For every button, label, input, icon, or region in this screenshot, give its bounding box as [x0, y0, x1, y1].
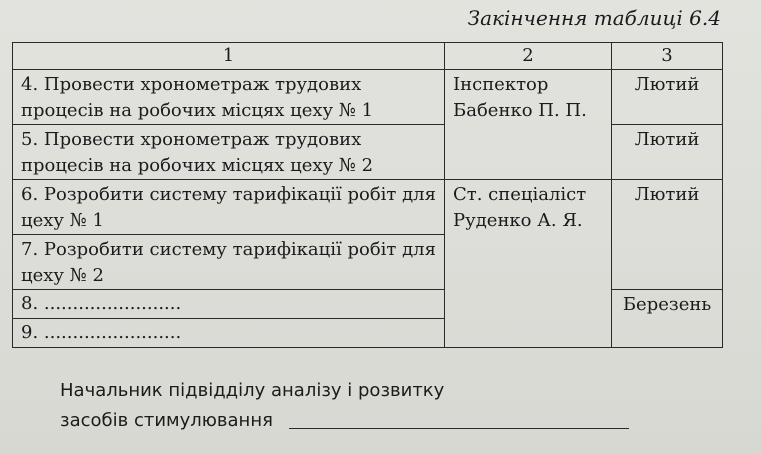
table-row [13, 70, 723, 125]
task-cell: 9. ........................ [13, 319, 445, 348]
responsible-cell: Ст. спеціаліст Руденко А. Я. [445, 180, 612, 348]
task-cell: 6. Розробити систему тарифікації робіт для цеху № 1 [13, 180, 445, 235]
table-header-row [13, 43, 723, 70]
column-header-1: 1 [13, 43, 445, 70]
task-cell: 5. Провести хронометраж трудових процесів на робочих місцях цеху № 2 [13, 125, 445, 180]
task-cell: 7. Розробити систему тарифікації робіт для цеху № 2 [13, 235, 445, 290]
signature-title-line2: засобів стимулювання [60, 410, 273, 431]
table-row [13, 290, 723, 319]
responsible-cell: Інспектор Бабенко П. П. [445, 70, 612, 180]
month-cell: Березень [612, 290, 723, 348]
plan-table [12, 42, 723, 348]
task-cell: 4. Провести хронометраж трудових процесів на робочих місцях цеху № 1 [13, 70, 445, 125]
signature-line [289, 427, 629, 429]
signature-title-line2-wrap [60, 406, 629, 436]
signature-title-line1: Начальник підвідділу аналізу і розвитку [60, 380, 445, 401]
task-cell: 8. ........................ [13, 290, 445, 319]
table-row [13, 180, 723, 235]
column-header-2: 2 [445, 43, 612, 70]
month-cell: Лютий [612, 70, 723, 125]
table-caption: Закінчення таблиці 6.4 [467, 6, 721, 30]
month-cell: Лютий [612, 125, 723, 180]
table-row [13, 125, 723, 180]
column-header-3: 3 [612, 43, 723, 70]
month-cell: Лютий [612, 180, 723, 290]
signature-block [60, 376, 629, 436]
